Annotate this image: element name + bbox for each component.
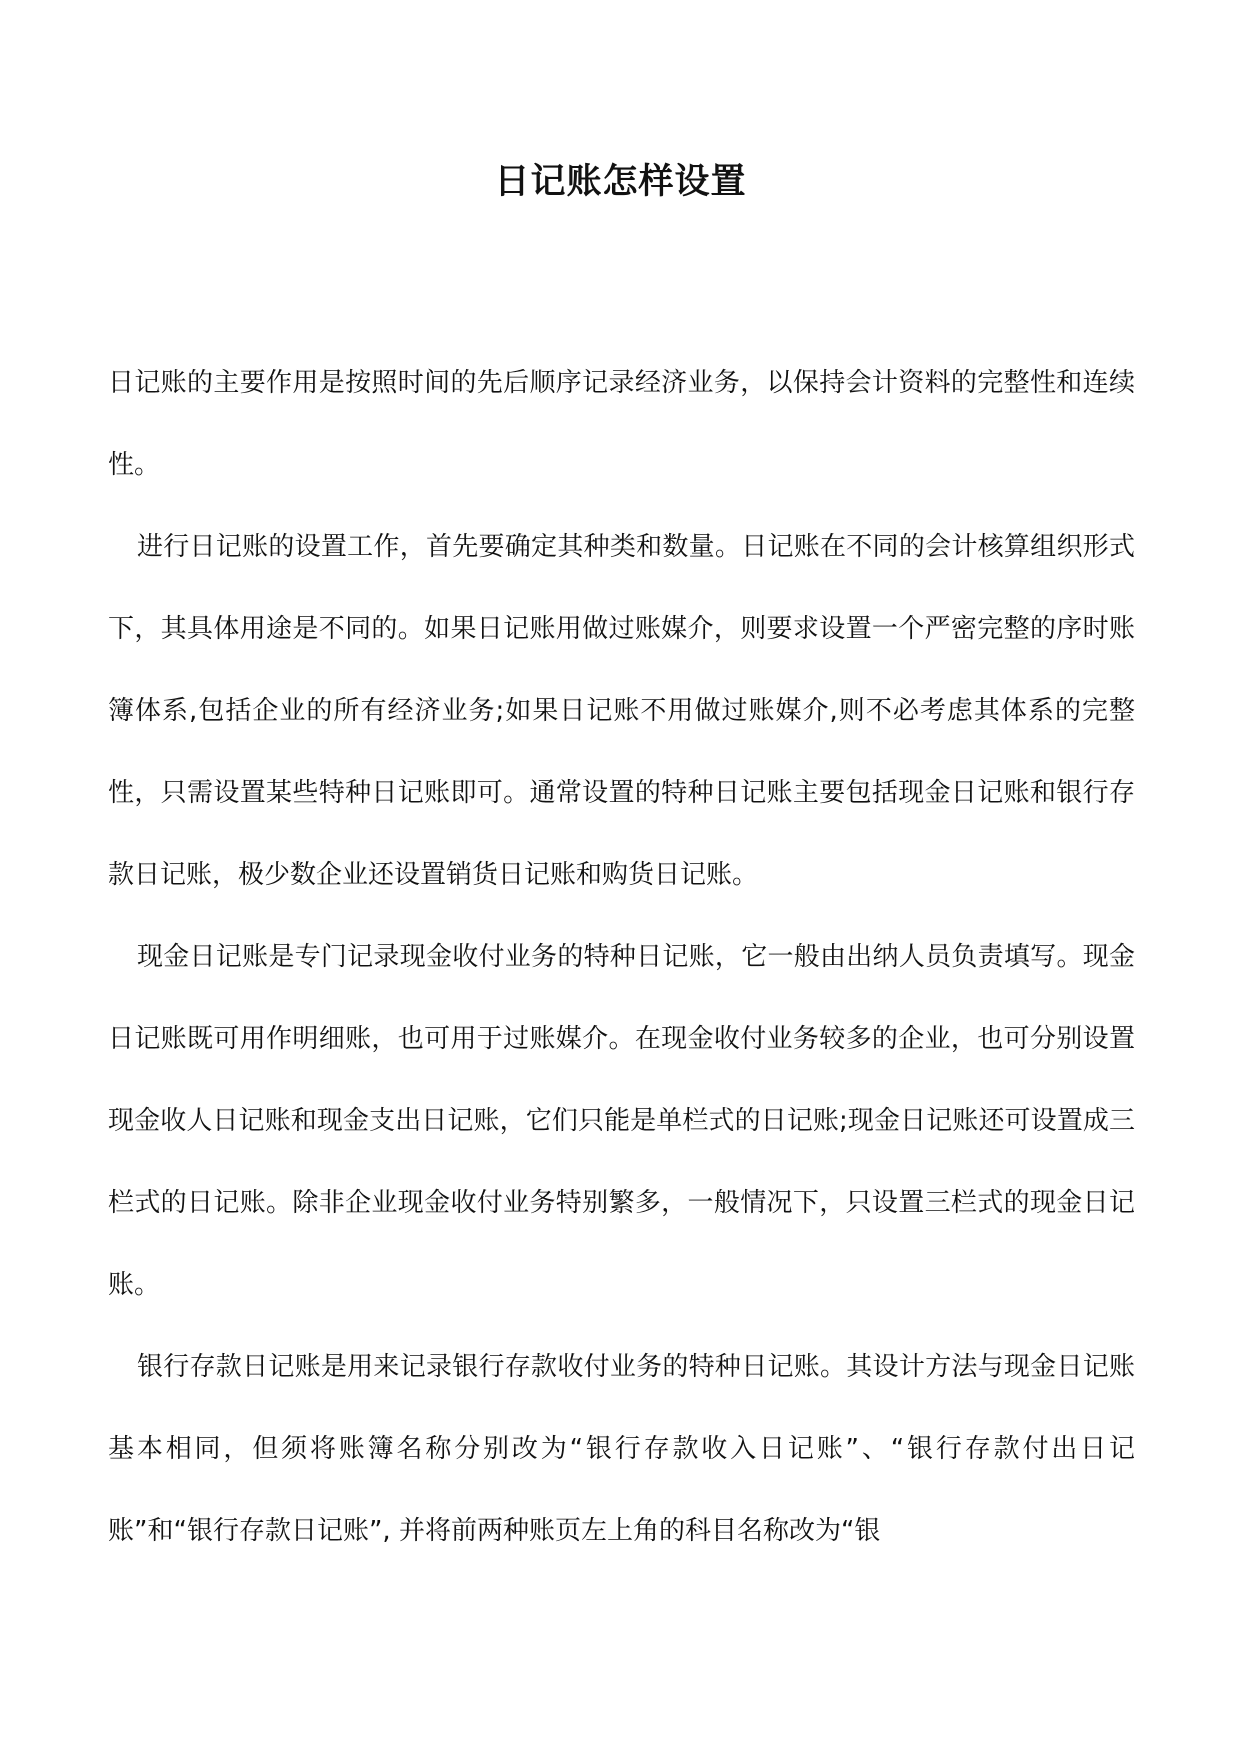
paragraph-cash-journal: 现金日记账是专门记录现金收付业务的特种日记账，它一般由出纳人员负责填写。现金日记账既可用作明细账，也可用于过账媒介。在现金收付业务较多的企业，也可分别设置现金收人日记账和现金支出日记账，它们只能是单栏式的日记账;现金日记账还可设置成三栏式的日记账。除非企业现金收付业务特别繁多，一般情况下，只设置三栏式的现金日记账。	[108, 942, 1135, 1300]
paragraph-setup: 进行日记账的设置工作，首先要确定其种类和数量。日记账在不同的会计核算组织形式下，其具体用途是不同的。如果日记账用做过账媒介，则要求设置一个严密完整的序时账簿体系,包括企业的所有经济业务;如果日记账不用做过账媒介,则不必考虑其体系的完整性，只需设置某些特种日记账即可。通常设置的特种日记账主要包括现金日记账和银行存款日记账，极少数企业还设置销货日记账和购货日记账。	[108, 532, 1135, 890]
document-body	[108, 342, 1135, 1572]
paragraph-purpose: 日记账的主要作用是按照时间的先后顺序记录经济业务，以保持会计资料的完整性和连续性。	[108, 368, 1135, 480]
page-title: 日记账怎样设置	[494, 162, 747, 202]
paragraph-bank-journal: 银行存款日记账是用来记录银行存款收付业务的特种日记账。其设计方法与现金日记账基本相同，但须将账簿名称分别改为“银行存款收入日记账”、“银行存款付出日记账”和“银行存款日记账”, 并将前两种账页左上角的科目名称改为“银	[108, 1352, 1135, 1546]
